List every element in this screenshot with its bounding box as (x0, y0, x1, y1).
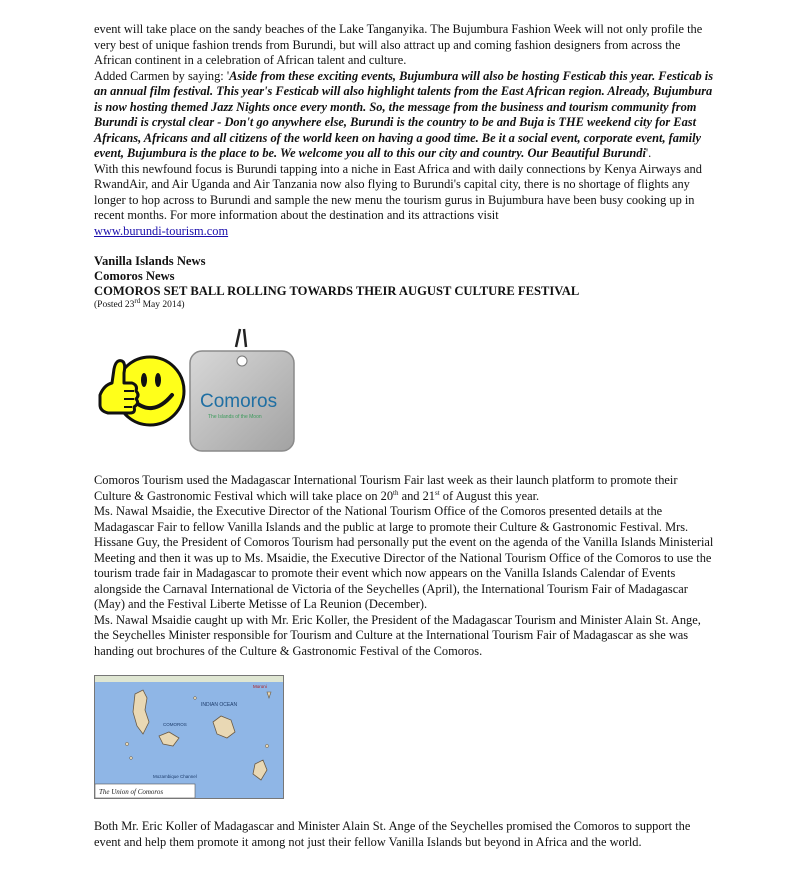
paragraph-fashion-week: event will take place on the sandy beaches of the Lake Tanganyika. The Bujumbura Fashion Week will not only profile the very best of unique fashion trends from Burundi, but will also attract up and coming fashion designers from across the African continent in a celebration of African talent and culture. (94, 22, 703, 67)
heading-comoros-news: Comoros News (94, 269, 175, 283)
map-caption: The Union of Comoros (99, 788, 164, 796)
map-ocean-label: INDIAN OCEAN (201, 702, 238, 708)
map-country-label: COMOROS (163, 722, 187, 727)
paragraph-promise: Both Mr. Eric Koller of Madagascar and Minister Alain St. Ange of the Seychelles promised the Comoros to support the event and help them promote it among not just their fellow Vanilla Islands but beyond in Africa and the world. (94, 819, 691, 849)
burundi-tourism-link[interactable]: www.burundi-tourism.com (94, 223, 229, 238)
map-graphic (95, 676, 283, 798)
paragraph-launch: Comoros Tourism used the Madagascar International Tourism Fair last week as their launch platform to promote their Culture & Gastronomic Festival which will take place on 20th and 21st of August this year. (94, 473, 678, 503)
paragraph-flights: With this newfound focus is Burundi tapping into a niche in East Africa and with daily connections by Kenya Airways and RwandAir, and Air Uganda and Air Tanzania now also flying to Burundi's capital city, there is no shortage of flights any longer to hop across to Burundi and sample the new menu the tourism gurus in Bujumbura have been busy cooking up in recent months. For more information about the destination and its attractions visit www.burundi-tourism.com (94, 161, 702, 238)
quote-text: Aside from these exciting events, Bujumbura will also be hosting Festicab this year. Festicab is an annual film festival. This year's Festicab will also highlight talents from the East African region. Already, Bujumbura is now hosting themed Jazz Nights once every month. So, the message from the business and tourism community from Burundi is crystal clear - Don't go anywhere else, Burundi is the country to be and Buja is THE weekend city for East Africans, Africans and all citizens of the world keen on having a good time. Be it a social event, corporate event, family event, Bujumbura is the place to be. We welcome you all to this our city and country. Our Beautiful Burundi (94, 68, 714, 160)
article-title: COMOROS SET BALL ROLLING TOWARDS THEIR AUGUST CULTURE FESTIVAL (94, 284, 580, 298)
comoros-logo-tag (186, 325, 298, 455)
document-page (94, 22, 714, 850)
logo-brand: Comoros (200, 391, 278, 412)
paragraph-msaidie: Ms. Nawal Msaidie, the Executive Director of the National Tourism Office of the Comoros presented details at the Madagascar Fair to fellow Vanilla Islands and the public at large to promote their Culture & Gastronomic Festival. Mrs. Hissane Guy, the President of Comoros Tourism had personally put the event on the agenda of the Vanilla Islands Ministerial Meeting and then it was up to Ms. Msaidie, the Executive Director of the National Tourism Office of the Comoros to use the tourism trade fair in Madagascar to promote their event which now appears on the Vanilla Islands Calendar of Events alongside the Carnaval International de Victoria of the Seychelles (April), the International Tourism Fair of Madagascar (May) and the Festival Liberte Metisse of La Reunion (December). (94, 504, 714, 611)
map-corner-label: Moroni (253, 684, 267, 689)
map-channel-label: Mozambique Channel (153, 774, 197, 779)
logo-tagline: The Islands of the Moon (208, 414, 262, 420)
posted-date: (Posted 23rd May 2014) (94, 296, 185, 310)
heading-vanilla-islands: Vanilla Islands News (94, 254, 206, 268)
comoros-map (94, 675, 284, 799)
thumbs-up-smiley-icon (94, 347, 186, 439)
image-row (94, 325, 714, 455)
paragraph-koller: Ms. Nawal Msaidie caught up with Mr. Eric Koller, the President of the Madagascar Tourism and Minister Alain St. Ange, the Seychelles Minister responsible for Tourism and Culture at the International Tourism Fair of Madagascar as she was handing out brochures of the Culture & Gastronomic Festival of the Comoros. (94, 612, 701, 658)
paragraph-carmen-quote: Added Carmen by saying: 'Aside from these exciting events, Bujumbura will also be hosting Festicab this year. Festicab is an annual film festival. This year's Festicab will also highlight talents from the East African region. Already, Bujumbura is now hosting themed Jazz Nights once every month. So, the message from the business and tourism community from Burundi is crystal clear - Don't go anywhere else, Burundi is the country to be and Buja is THE weekend city for East Africans, Africans and all citizens of the world keen on having a good time. Be it a social event, corporate event, family event, Bujumbura is the place to be. We welcome you all to this our city and country. Our Beautiful Burundi'. (94, 68, 714, 160)
